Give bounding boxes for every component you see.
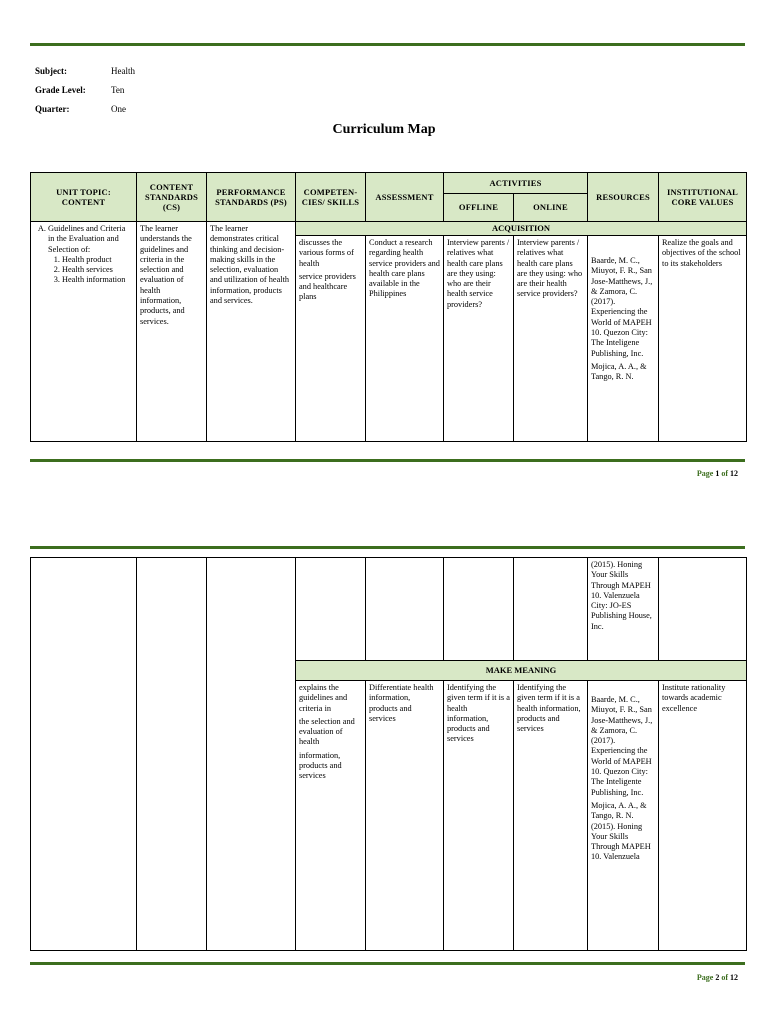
topic-list	[34, 224, 133, 286]
page-total: 12	[730, 469, 738, 478]
competency-cell	[296, 681, 366, 951]
col-core-values: INSTITUTIONAL CORE VALUES	[659, 173, 747, 222]
bottom-rule-page-1	[30, 459, 745, 462]
competency-text: the selection and evaluation of health	[299, 716, 355, 747]
topic-subitem: 2. Health services	[62, 265, 133, 275]
topic-main-text: Guidelines and Criteria in the Evaluation and Selection of:	[48, 224, 126, 254]
grade-row	[35, 85, 124, 95]
competency-text: discusses the various forms of health	[299, 238, 354, 268]
core-values-cell: Realize the goals and objectives of the school to its stakeholders	[659, 236, 747, 442]
resource-text: Baarde, M. C., Miuyot, F. R., San Jose-Matthews, J., & Zamora, C. (2017). Experiencing the World of MAPEH 10. Quezon City: The Inteligene Publishing, Inc.	[591, 256, 653, 358]
quarter-row	[35, 104, 126, 114]
assessment-cell	[366, 558, 444, 661]
unit-topic-cell	[31, 558, 137, 951]
topic-subitem: 3. Health information	[62, 275, 133, 285]
offline-activity-cell: Identifying the given term if it is a health information, products and services	[444, 681, 514, 951]
resource-text: Mojica, A. A., & Tango, R. N.	[591, 361, 647, 382]
col-unit-topic: UNIT TOPIC: CONTENT	[31, 173, 137, 222]
competency-text: explains the guidelines and criteria in	[299, 683, 348, 713]
col-resources: RESOURCES	[588, 173, 659, 222]
unit-topic-cell	[31, 222, 137, 442]
quarter-label: Quarter:	[35, 104, 70, 114]
top-rule-page-2	[30, 546, 745, 549]
subject-value: Health	[111, 66, 135, 76]
col-activities: ACTIVITIES	[444, 173, 588, 194]
content-standards-cell	[137, 558, 207, 951]
grade-label: Grade Level:	[35, 85, 86, 95]
page-of: of	[719, 469, 730, 478]
offline-activity-cell	[444, 558, 514, 661]
page-of: of	[719, 973, 730, 982]
band-acquisition: ACQUISITION	[296, 222, 747, 236]
assessment-cell: Differentiate health information, products and services	[366, 681, 444, 951]
page-number-1	[697, 469, 738, 478]
col-performance-standards: PERFORMANCE STANDARDS (PS)	[207, 173, 296, 222]
core-values-cell: Institute rationality towards academic excellence	[659, 681, 747, 951]
col-competencies: COMPETEN-CIES/ SKILLS	[296, 173, 366, 222]
online-activity-cell: Interview parents / relatives what health care plans are they using: who are their health service providers?	[514, 236, 588, 442]
core-values-cell	[659, 558, 747, 661]
page-label: Page	[696, 469, 716, 478]
col-content-standards: CONTENT STANDARDS (CS)	[137, 173, 207, 222]
resource-text: Baarde, M. C., Miuyot, F. R., San Jose-Matthews, J., & Zamora, C. (2017). Experiencing the World of MAPEH 10. Quezon City: The Inteligente Publishing, Inc.	[591, 695, 653, 797]
resources-cell	[588, 681, 659, 951]
performance-standards-cell	[207, 558, 296, 951]
online-activity-cell: Identifying the given term if it is a health information, products and services	[514, 681, 588, 951]
curriculum-table-page-2	[30, 557, 747, 951]
col-offline: OFFLINE	[444, 194, 514, 222]
bottom-rule-page-2	[30, 962, 745, 965]
assessment-cell: Conduct a research regarding health service providers and health care plans available in the Philippines	[366, 236, 444, 442]
resources-cell: (2015). Honing Your Skills Through MAPEH 10. Valenzuela City: JO-ES Publishing House, Inc.	[588, 558, 659, 661]
curriculum-table-page-1	[30, 172, 747, 442]
grade-value: Ten	[111, 85, 125, 95]
page-number-2	[697, 973, 738, 982]
topic-item	[48, 224, 133, 286]
topic-subitem: 1. Health product	[62, 255, 133, 265]
page-num: 1	[715, 469, 720, 478]
offline-activity-cell: Interview parents / relatives what health care plans are they using: who are their health service providers?	[444, 236, 514, 442]
page-num: 2	[715, 973, 720, 982]
competency-text: information, products and services	[299, 750, 342, 781]
online-activity-cell	[514, 558, 588, 661]
competency-cell	[296, 558, 366, 661]
page-label: Page	[696, 973, 716, 982]
col-assessment: ASSESSMENT	[366, 173, 444, 222]
quarter-value: One	[111, 104, 126, 114]
col-online: ONLINE	[514, 194, 588, 222]
subject-label: Subject:	[35, 66, 67, 76]
resources-cell	[588, 236, 659, 442]
subject-row	[35, 66, 135, 76]
competency-text: service providers and healthcare plans	[299, 271, 356, 302]
topic-sublist	[48, 255, 133, 286]
resource-text: Mojica, A. A., & Tango, R. N. (2015). Honing Your Skills Through MAPEH 10. Valenzuela	[591, 800, 651, 862]
performance-standards-cell: The learner demonstrates critical thinking and decision-making skills in the selection, evaluation and utilization of health information, products and services.	[207, 222, 296, 442]
top-rule-page-1	[30, 43, 745, 46]
page-title: Curriculum Map	[332, 122, 436, 137]
band-make-meaning: MAKE MEANING	[296, 661, 747, 681]
content-standards-cell: The learner understands the guidelines and criteria in the selection and evaluation of health information, products, and services.	[137, 222, 207, 442]
page-total: 12	[730, 973, 738, 982]
competency-cell	[296, 236, 366, 442]
